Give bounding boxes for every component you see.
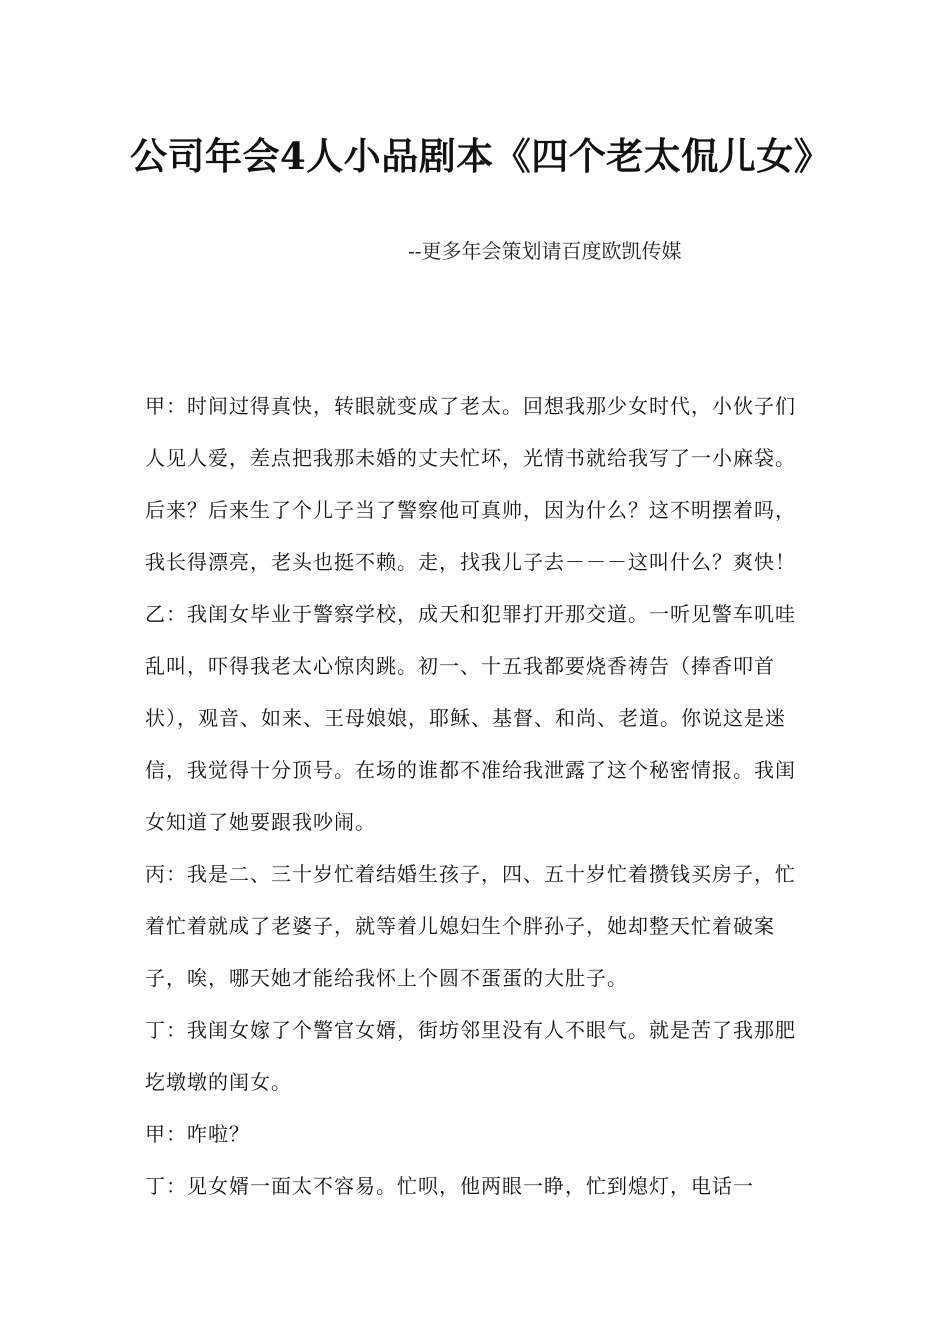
dialogue-paragraph: 丁：见女婿一面太不容易。忙呗，他两眼一睁，忙到熄灯，电话一 — [145, 1174, 754, 1198]
dialogue-paragraph: 丙：我是二、三十岁忙着结婚生孩子，四、五十岁忙着攒钱买房子，忙着忙着就成了老婆子，就等着儿媳妇生个胖孙子，她却整天忙着破案子，唉，哪天她才能给我怀上个圆不蛋蛋的大肚子。 — [145, 862, 796, 990]
dialogue-paragraph: 乙：我闺女毕业于警察学校，成天和犯罪打开那交道。一听见警车叽哇乱叫，吓得我老太心惊肉跳。初一、十五我都要烧香祷告（捧香叩首状），观音、如来、王母娘娘，耶稣、基督、和尚、老道。你说这是迷信，我觉得十分顶号。在场的谁都不准给我泄露了这个秘密情报。我闺女知道了她要跟我吵闹。 — [145, 602, 796, 834]
script-body — [145, 380, 805, 1212]
document-subtitle: --更多年会策划请百度欧凯传媒 — [408, 239, 682, 263]
dialogue-paragraph: 甲：时间过得真快，转眼就变成了老太。回想我那少女时代，小伙子们人见人爱，差点把我那未婚的丈夫忙坏，光情书就给我写了一小麻袋。后来？后来生了个儿子当了警察他可真帅，因为什么？这不明摆着吗，我长得漂亮，老头也挺不赖。走，找我儿子去－－－这叫什么？爽快！ — [145, 394, 796, 574]
dialogue-paragraph: 丁：我闺女嫁了个警官女婿，街坊邻里没有人不眼气。就是苦了我那肥圪墩墩的闺女。 — [145, 1018, 796, 1094]
dialogue-paragraph: 甲：咋啦？ — [145, 1122, 250, 1146]
document-title: 公司年会4人小品剧本《四个老太侃儿女》 — [130, 134, 832, 178]
